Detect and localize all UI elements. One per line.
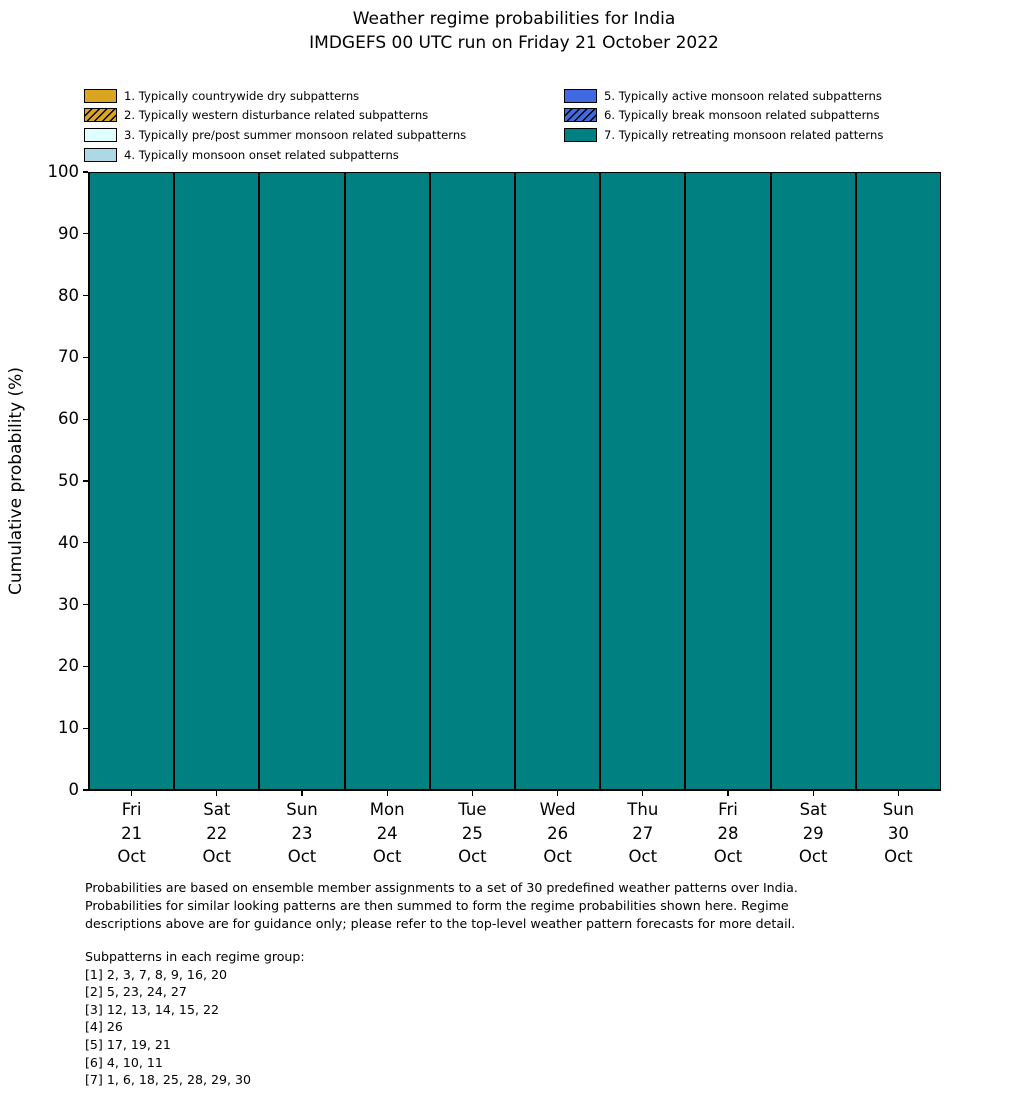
chart-title-line2: IMDGEFS 00 UTC run on Friday 21 October 2022: [309, 33, 719, 53]
x-tick-label-line: Fri: [718, 800, 738, 819]
x-tick-label-line: Oct: [287, 847, 317, 866]
legend-item: [84, 86, 466, 106]
x-tick-label-line: Sun: [882, 800, 915, 819]
bar-segment-regime-7: [685, 172, 770, 790]
y-tick-mark: [83, 480, 88, 481]
y-tick-mark: [83, 666, 88, 667]
y-tick-label: 10: [58, 718, 79, 738]
bar-segment-regime-7: [89, 172, 174, 790]
legend-item: [564, 125, 883, 145]
x-tick-mark: [813, 791, 814, 796]
subpatterns-line: [6] 4, 10, 11: [85, 1054, 163, 1070]
y-tick-mark: [83, 542, 88, 543]
legend-swatch-icon: [564, 108, 597, 122]
x-tick-label-line: Thu: [627, 800, 659, 819]
x-tick-label-line: 26: [547, 823, 569, 843]
x-tick-label-line: Sat: [203, 800, 231, 819]
legend-item-label: 1. Typically countrywide dry subpatterns: [124, 88, 360, 103]
x-tick-label-line: Wed: [539, 800, 576, 819]
x-tick-label: [683, 798, 773, 869]
x-tick-label-line: 25: [461, 823, 483, 843]
subpatterns-line: [4] 26: [85, 1019, 123, 1035]
x-tick-label: [172, 798, 262, 869]
legend-item: [564, 86, 883, 106]
bar-segment-regime-7: [856, 172, 941, 790]
y-tick-label: 50: [58, 471, 79, 490]
subpatterns-line: [7] 1, 6, 18, 25, 28, 29, 30: [85, 1072, 252, 1088]
x-tick-label-line: Oct: [884, 847, 913, 866]
bar-column: [89, 172, 174, 790]
y-tick-mark: [83, 357, 88, 358]
x-tick-mark: [898, 791, 899, 796]
x-tick-mark: [727, 791, 728, 796]
x-tick-label: [768, 798, 858, 869]
bar-column: [856, 172, 941, 790]
x-tick-mark: [472, 791, 473, 796]
y-axis-label: Cumulative probability (%): [6, 367, 26, 595]
legend-item-label: 7. Typically retreating monsoon related patterns: [604, 127, 884, 142]
legend-item: [84, 106, 466, 126]
legend-item: [564, 106, 883, 126]
legend-swatch-icon: [84, 148, 117, 162]
y-tick-label: 20: [58, 656, 79, 676]
x-tick-label-line: Oct: [713, 847, 743, 866]
legend-swatch-icon: [564, 128, 597, 142]
x-tick-label-line: 22: [206, 823, 228, 843]
x-tick-label-line: Oct: [202, 847, 232, 866]
y-tick-mark: [83, 604, 88, 605]
x-tick-label: [853, 798, 943, 869]
bar-segment-regime-7: [174, 172, 259, 790]
y-tick-mark: [83, 295, 88, 296]
x-tick-label-line: 23: [291, 823, 313, 843]
x-tick-label-line: Oct: [117, 847, 146, 866]
x-tick-label-line: Sun: [286, 800, 318, 819]
x-tick-label: [342, 798, 432, 869]
x-tick-label-line: 27: [632, 823, 654, 843]
bar-column: [430, 172, 515, 790]
x-tick-label-line: Sat: [799, 800, 827, 819]
bars-container: [89, 172, 941, 790]
subpatterns-line: [3] 12, 13, 14, 15, 22: [85, 1001, 219, 1017]
subpatterns-heading: Subpatterns in each regime group:: [85, 949, 305, 964]
legend-column-left: [84, 86, 466, 164]
bar-segment-regime-7: [259, 172, 344, 790]
x-tick-mark: [387, 791, 388, 796]
y-tick-mark: [83, 233, 88, 234]
bar-column: [259, 172, 344, 790]
x-tick-mark: [131, 791, 132, 796]
x-tick-label-line: Fri: [121, 800, 142, 819]
x-tick-label-line: 28: [717, 823, 739, 843]
legend-item-label: 4. Typically monsoon onset related subpatterns: [124, 147, 399, 162]
chart-title-line1: Weather regime probabilities for India: [352, 9, 676, 29]
bar-segment-regime-7: [600, 172, 685, 790]
footer-line: Probabilities are based on ensemble member assignments to a set of 30 predefined weather patterns over India.: [85, 880, 798, 895]
subpatterns-list: [85, 948, 305, 1089]
chart-title: [0, 7, 1028, 55]
x-tick-label-line: 30: [887, 823, 909, 843]
x-tick-label-line: Oct: [543, 847, 572, 866]
x-tick-label-line: Oct: [372, 847, 402, 866]
legend-item-label: 5. Typically active monsoon related subpatterns: [604, 88, 882, 103]
y-tick-mark: [83, 728, 88, 729]
plot-area: [47, 162, 941, 866]
y-tick-label: 90: [58, 223, 79, 243]
footer-note: [85, 879, 798, 933]
x-tick-label-line: Oct: [628, 847, 658, 866]
legend-swatch-icon: [84, 108, 117, 122]
legend-item-label: 2. Typically western disturbance related subpatterns: [124, 108, 429, 123]
legend-swatch-icon: [84, 89, 117, 103]
bar-segment-regime-7: [515, 172, 600, 790]
y-tick-label: 0: [68, 780, 79, 799]
legend-swatch-icon: [84, 128, 117, 142]
x-tick-label: [427, 798, 517, 869]
x-tick-label-line: Tue: [458, 800, 487, 819]
y-tick-label: 30: [58, 594, 79, 614]
subpatterns-line: [1] 2, 3, 7, 8, 9, 16, 20: [85, 966, 227, 982]
x-tick-label-line: Mon: [369, 800, 405, 819]
legend-item-label: 6. Typically break monsoon related subpatterns: [604, 108, 880, 123]
bar-column: [685, 172, 770, 790]
legend-swatch-icon: [564, 89, 597, 103]
y-tick-label: 100: [47, 162, 79, 181]
legend-item: [84, 145, 466, 165]
y-tick-mark: [83, 789, 88, 790]
bar-column: [600, 172, 685, 790]
x-tick-label: [87, 798, 177, 869]
bar-column: [515, 172, 600, 790]
y-tick-label: 40: [58, 532, 79, 552]
y-tick-mark: [83, 419, 88, 420]
bar-segment-regime-7: [345, 172, 430, 790]
legend-item-label: 3. Typically pre/post summer monsoon related subpatterns: [124, 127, 467, 142]
y-tick-label: 70: [58, 347, 79, 367]
x-tick-mark: [216, 791, 217, 796]
x-tick-mark: [642, 791, 643, 796]
x-tick-label-line: Oct: [798, 847, 828, 866]
y-tick-label: 80: [58, 285, 79, 305]
x-tick-label: [257, 798, 347, 869]
x-tick-label: [598, 798, 688, 869]
x-tick-label-line: 21: [121, 823, 143, 843]
x-tick-mark: [557, 791, 558, 796]
x-tick-mark: [301, 791, 302, 796]
bar-segment-regime-7: [430, 172, 515, 790]
subpatterns-line: [5] 17, 19, 21: [85, 1036, 171, 1052]
y-tick-label: 60: [58, 409, 79, 429]
x-tick-label-line: 29: [802, 823, 824, 843]
x-tick-label-line: 24: [376, 823, 398, 843]
bar-column: [771, 172, 856, 790]
bar-column: [174, 172, 259, 790]
footer-line: descriptions above are for guidance only; please refer to the top-level weather pattern forecasts for more detail.: [85, 916, 796, 931]
legend-item: [84, 125, 466, 145]
y-tick-mark: [83, 171, 88, 172]
subpatterns-line: [2] 5, 23, 24, 27: [85, 984, 187, 1000]
x-tick-label-line: Oct: [458, 847, 487, 866]
footer-line: Probabilities for similar looking patterns are then summed to form the regime probabilities shown here. Regime: [85, 898, 789, 913]
x-tick-label: [513, 798, 603, 869]
bar-column: [345, 172, 430, 790]
legend-column-right: [564, 86, 883, 145]
bar-segment-regime-7: [771, 172, 856, 790]
